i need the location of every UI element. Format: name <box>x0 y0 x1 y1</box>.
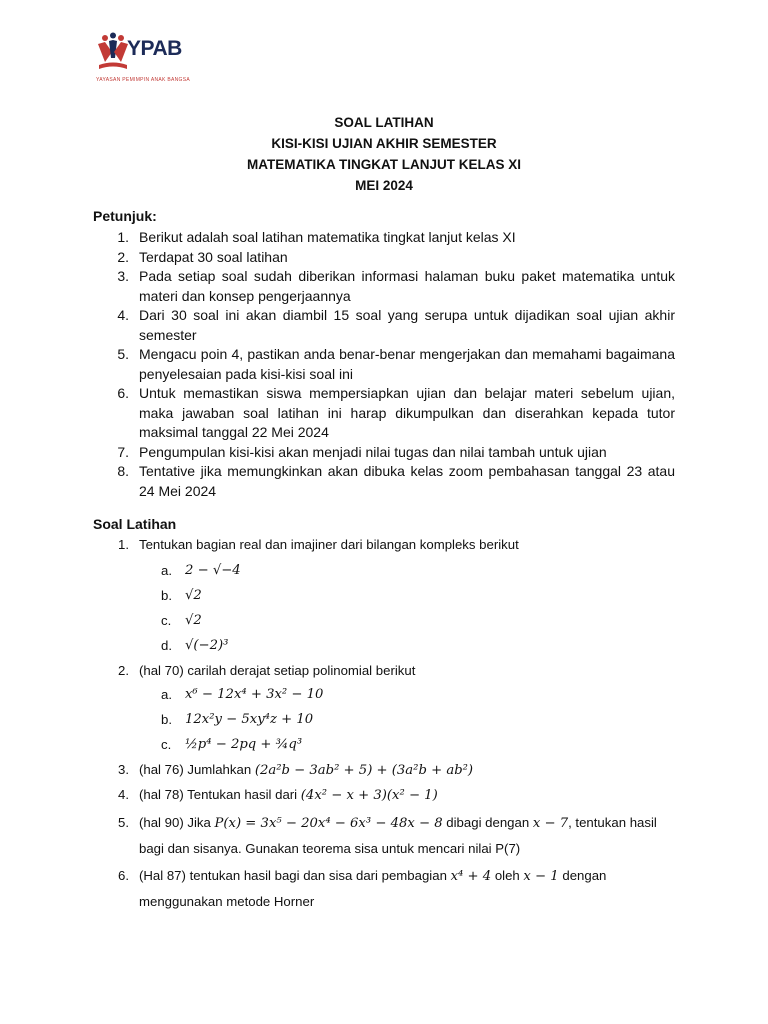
list-item: 4. Dari 30 soal ini akan diambil 15 soal yang serupa untuk dijadikan soal ujian akhir semester <box>117 307 675 343</box>
ypab-logo <box>96 32 206 86</box>
sub-item: c. ½p⁴ − 2pq + ¾q³ <box>161 737 303 752</box>
question-4: 4. (hal 78) Tentukan hasil dari (4x² − x + 3)(x² − 1) <box>118 787 438 803</box>
sub-item: d. √(−2)³ <box>161 638 229 653</box>
petunjuk-heading: Petunjuk: <box>93 208 157 224</box>
logo-text: YPAB <box>127 37 182 60</box>
document-titles <box>0 112 768 196</box>
sub-item: a. 2 − √−4 <box>161 563 241 578</box>
title-line: SOAL LATIHAN <box>334 115 434 130</box>
logo-subtitle: YAYASAN PEMIMPIN ANAK BANGSA <box>96 77 190 83</box>
list-item: 1. Berikut adalah soal latihan matematika tingkat lanjut kelas XI <box>117 229 516 245</box>
sub-item: b. 12x²y − 5xy⁴z + 10 <box>161 712 314 727</box>
title-line: MATEMATIKA TINGKAT LANJUT KELAS XI <box>247 157 521 172</box>
title-line: KISI-KISI UJIAN AKHIR SEMESTER <box>271 136 497 151</box>
list-item: 7. Pengumpulan kisi-kisi akan menjadi nilai tugas dan nilai tambah untuk ujian <box>117 443 607 460</box>
question-6: 6. (Hal 87) tentukan hasil bagi dan sisa dari pembagian x⁴ + 4 oleh x − 1 dengan menggunakan metode Horner <box>118 868 607 909</box>
question-1: 1. Tentukan bagian real dan imajiner dari bilangan kompleks berikut <box>118 537 519 552</box>
list-item: 8. Tentative jika memungkinkan akan dibuka kelas zoom pembahasan tanggal 23 atau 24 Mei 2024 <box>117 463 675 499</box>
sub-item: a. x⁶ − 12x⁴ + 3x² − 10 <box>161 687 324 702</box>
list-item: 2. Terdapat 30 soal latihan <box>117 248 288 265</box>
logo-figures-icon <box>96 32 130 76</box>
sub-item: b. √2 <box>161 588 202 603</box>
soal-heading: Soal Latihan <box>93 516 177 532</box>
sub-item: c. √2 <box>161 613 202 628</box>
title-line: MEI 2024 <box>355 178 413 193</box>
question-2: 2. (hal 70) carilah derajat setiap polinomial berikut <box>118 663 416 678</box>
list-item: 3. Pada setiap soal sudah diberikan informasi halaman buku paket matematika untuk materi dan konsep pengerjaannya <box>117 268 675 304</box>
list-item: 5. Mengacu poin 4, pastikan anda benar-benar mengerjakan dan memahami bagaimana penyelesaian pada kisi-kisi soal ini <box>117 346 675 382</box>
list-item: 6. Untuk memastikan siswa mempersiapkan ujian dan belajar materi sebelum ujian, maka jawaban soal latihan ini harap dikumpulkan dan diserahkan kepada tutor maksimal tanggal 22 Mei 2024 <box>117 385 675 440</box>
question-3: 3. (hal 76) Jumlahkan (2a²b − 3ab² + 5) + (3a²b + ab²) <box>118 762 474 778</box>
petunjuk-list <box>93 228 675 501</box>
question-5: 5. (hal 90) Jika P(x) = 3x⁵ − 20x⁴ − 6x³ − 48x − 8 dibagi dengan x − 7, tentukan hasil bagi dan sisanya. Gunakan teorema sisa untuk mencari nilai P(7) <box>118 815 657 856</box>
soal-list <box>93 535 675 914</box>
